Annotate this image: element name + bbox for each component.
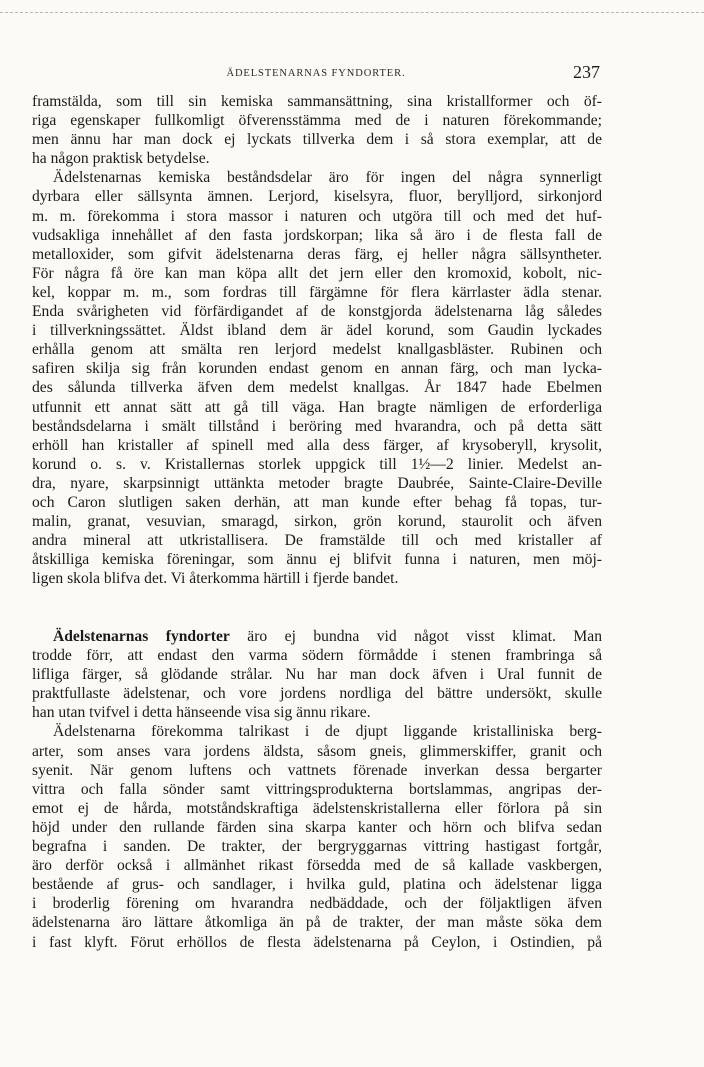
text-line: dra, nyare, skarpsinnigt uttänkta metoder bragte Daubrée, Sainte-Claire-Deville (32, 474, 602, 492)
page-text-bottom (32, 627, 602, 971)
text-line: höjd under den rullande färden sina skarpa kanter och hörn och blifva sedan (32, 818, 602, 836)
text-line: praktfullaste ädelstenar, och vore jordens nordliga del bättre undersökt, skulle (32, 685, 602, 703)
text-line: beståndsdelarna i smält tillstånd i beröring med hvarandra, och på detta sätt (32, 417, 602, 435)
page-text-top (32, 92, 602, 588)
text-line: m. m. förekomma i stora massor i naturen och utgöra till och med det huf- (32, 207, 602, 225)
text-line: begrafna i sanden. De trakter, der bergryggarnas vittring hastigast fortgår, (32, 838, 602, 856)
text-line: korund o. s. v. Kristallernas storlek uppgick till 1½—2 linier. Medelst an- (32, 455, 602, 473)
text-line: äro derför också i allmänhet rikast försedda med de så kallade vaskbergen, (32, 857, 602, 875)
text-line: metalloxider, som gifvit ädelstenarna deras färg, ej heller några sällsyntheter. (32, 245, 602, 263)
text-line: han utan tvifvel i detta hänseende visa sig ännu rikare. (32, 704, 371, 722)
text-line: i broderlig förening om hvarandra nedbäddade, och der följaktligen äfven (32, 895, 602, 913)
text-line: ligen skola blifva det. Vi återkomma härtill i fjerde bandet. (32, 570, 399, 588)
text-line: vittra och falla sönder samt vittringsprodukterna bortslammas, angripas der- (32, 780, 602, 798)
scan-top-edge (0, 12, 704, 13)
text-line (32, 952, 602, 971)
text-line: och Caron slutligen saken derhän, att man kunde efter behag få topas, tur- (32, 493, 602, 511)
text-line: lifliga färger, så glödande strålar. Nu har man dock äfven i Ural funnit de (32, 666, 602, 684)
text-line: andra mineral att utkristallisera. De framstälde till och med kristaller af (32, 532, 602, 550)
text-line: vudsakliga innehållet af den fasta jordskorpan; lika så äro i de flesta fall de (32, 226, 602, 244)
text-line: trodde förr, att endast den varma södern förmådde i stenen frambringa så (32, 647, 602, 665)
text-line: dyrbara eller sällsynta ämnen. Lerjord, kiselsyra, fluor, berylljord, sirkonjord (32, 188, 602, 206)
text-line: des sålunda tillverka äfven dem medelst knallgas. År 1847 hade Ebelmen (32, 379, 602, 397)
text-line: Ädelstenarnas kemiska beståndsdelar äro för ingen del några synnerligt (53, 169, 602, 187)
text-line: arter, som anses vara jordens äldsta, såsom gneis, glimmerskiffer, granit och (32, 742, 602, 760)
text-line: utfunnit ett annat sätt att gå till väga. Han bragte nämligen de erforderliga (32, 398, 602, 416)
text-line: erhålla genom att smälta ren lerjord medelst knallgasbläster. Rubinen och (32, 341, 602, 359)
text-line: bestående af grus- och sandlager, i hvilka guld, platina och ädelstenar ligga (32, 876, 602, 894)
page-number: 237 (573, 62, 600, 82)
text-line: ädelstenarna äro lättare åtkomliga än på de trakter, der man måste söka dem (32, 914, 602, 932)
text-line: erhöll han kristaller af spinell med alla dess färger, af krysoberyll, krysolit, (32, 436, 602, 454)
text-line: ha någon praktisk betydelse. (32, 150, 210, 168)
text-line: safiren skilja sig från korunden endast genom en annan färg, och man lycka- (32, 360, 602, 378)
text-line: Enda svårigheten vid förfärdigandet af de konstgjorda ädelstenarna låg således (32, 303, 602, 321)
text-line: malin, granat, vesuvian, smaragd, sirkon, grön korund, staurolit och äfven (32, 513, 602, 531)
text-line: För några få öre kan man köpa allt det jern eller den kromoxid, kobolt, nic- (32, 264, 602, 282)
text-line: i tillverkningssättet. Äldst ibland dem är ädel korund, som Gaudin lyckades (32, 322, 602, 340)
text-line: kel, koppar m. m., som fordras till färgämne för flera kärrlaster ädla stenar. (32, 283, 602, 301)
text-line: syenit. När genom luftens och vattnets förenade inverkan dessa bergarter (32, 761, 602, 779)
text-line: emot ej de hårda, motståndskraftiga ädelstenskristallerna eller förlora på sin (32, 799, 602, 817)
section-first-line (32, 627, 602, 646)
text-line: riga egenskaper fullkomligt öfverensstämma med de i naturen förekommande; (32, 112, 602, 130)
text-line: framstälda, som till sin kemiska sammansättning, sina kristallformer och öf- (32, 93, 602, 110)
section-heading: Ädelstenarnas fyndorter (53, 628, 230, 645)
running-head: ÄDELSTENARNAS FYNDORTER. (226, 68, 406, 79)
text-line: men ännu har man dock ej lyckats tillverka dem i så stora exemplar, att de (32, 131, 602, 149)
page-header (30, 62, 602, 86)
text-line: i fast klyft. Förut erhöllos de flesta ädelstenarna på Ceylon, i Ostindien, på (32, 933, 602, 951)
text-line: Ädelstenarna förekomma talrikast i de djupt liggande kristalliniska berg- (53, 723, 602, 741)
text-line: åtskilliga kemiska föreningar, som ännu ej blifvit funna i naturen, men möj- (32, 551, 602, 569)
text-line-continuation: äro ej bundna vid något visst klimat. Man (229, 628, 602, 645)
